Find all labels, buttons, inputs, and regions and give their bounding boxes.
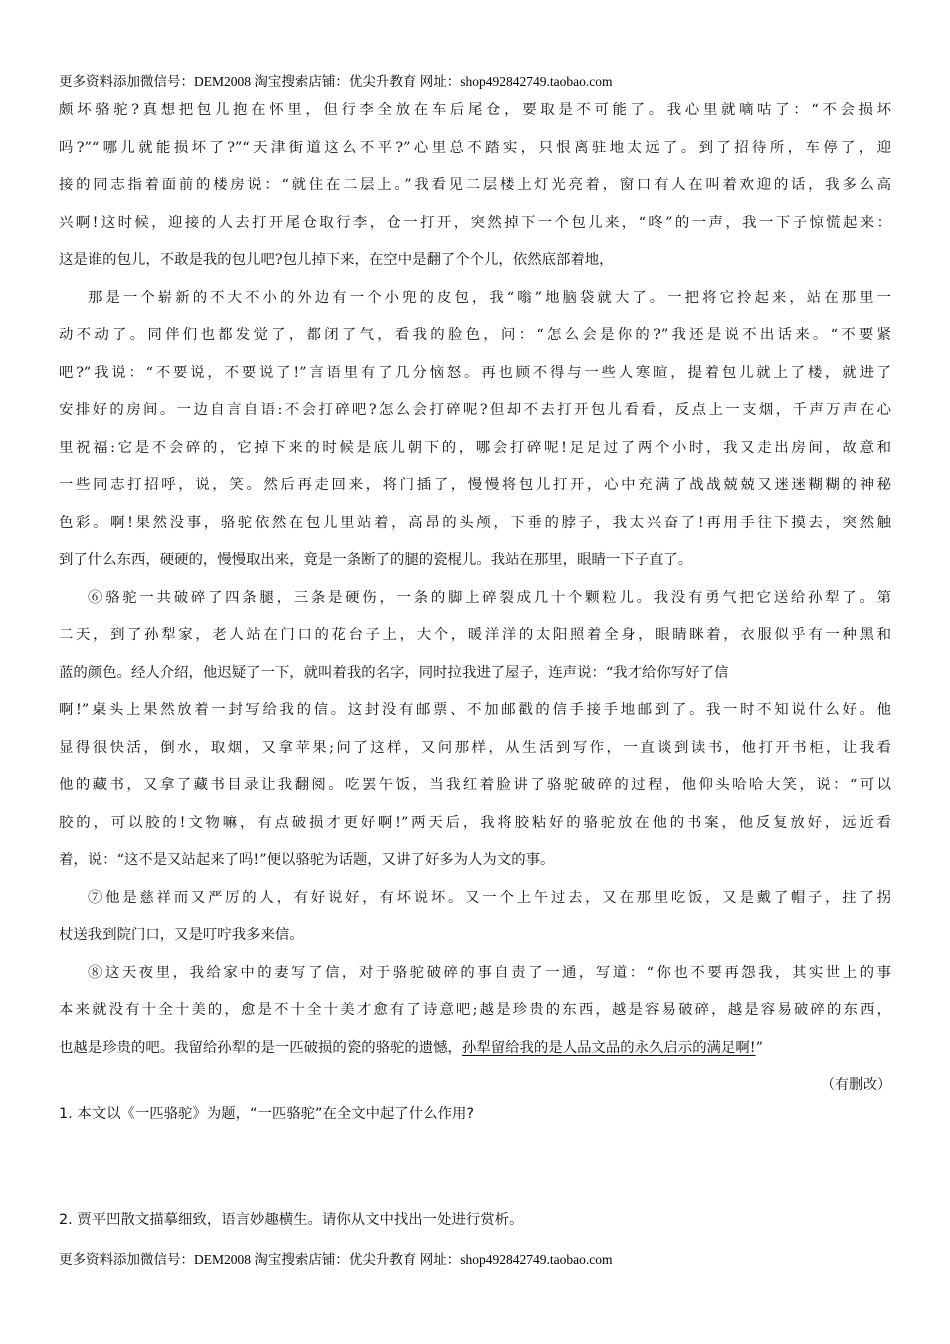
underlined-sentence: 孙犁留给我的是人品文品的永久启示的满足啊! xyxy=(461,1039,756,1056)
text-line: 一些同志打招呼，说，笑。然后再走回来，将门插了，慢慢将包儿打开，心中充满了战战兢兢又迷迷糊糊的神秘 xyxy=(59,477,891,493)
text-line: 胶的，可以胶的!文物嘛，有点破损才更好啊!”两天后，我将胶粘好的骆驼放在他的书案，他反复放好，远近看 xyxy=(59,814,891,831)
text-line: 接的同志指着面前的楼房说：“就住在二层上。”我看见二层楼上灯光亮着，窗口有人在叫着欢迎的话，我多么高 xyxy=(59,177,891,193)
text-line: 着，说：“这不是又站起来了吗!”便以骆驼为话题，又讲了好多为人为文的事。 xyxy=(59,852,555,868)
article-body xyxy=(59,92,891,1105)
text-line: 蓝的颜色。经人介绍，他迟疑了一下，就叫着我的名字，同时拉我进了屋子，连声说：“我才给你写好了信 xyxy=(59,664,729,681)
text-line: 颇坏骆驼?真想把包儿抱在怀里，但行李全放在车后尾仓，要取是不可能了。我心里就嘀咕了：“不会损坏 xyxy=(59,102,891,118)
text-line: 里祝福:它是不会碎的，它掉下来的时候是底儿朝下的，哪会打碎呢!足足过了两个小时，我又走出房间，故意和 xyxy=(59,439,891,456)
closing-quote: ” xyxy=(755,1039,763,1056)
last-text-line xyxy=(59,1030,891,1068)
text-line: 吗?”“哪儿就能损坏了?”“天津街道这么不平?”心里总不踏实，只恨离驻地太远了。到了招待所，车停了，迎 xyxy=(59,139,891,156)
text-line: 啊!”桌头上果然放着一封写给我的信。这封没有邮票、不加邮戳的信手接手地邮到了。我一时不知说什么好。他 xyxy=(59,702,891,718)
source-note: （有删改） xyxy=(821,1077,891,1093)
page-header-watermark: 更多资料添加微信号：DEM2008 淘宝搜索店铺：优尖升教育 网址：shop492842749.taobao.com xyxy=(59,74,613,89)
text-line: 杖送我到院门口，又是叮咛我多来信。 xyxy=(59,927,304,943)
text-line: 他的藏书，又拿了藏书目录让我翻阅。吃罢午饭，当我红着脸讲了骆驼破碎的过程，他仰头哈哈大笑，说：“可以 xyxy=(59,777,891,793)
paragraph-7-start-line: ⑦他是慈祥而又严厉的人，有好说好，有坏说坏。又一个上午过去，又在那里吃饭，又是戴了帽子，拄了拐 xyxy=(88,889,891,906)
question-1: 1. 本文以《一匹骆驼》为题，“一匹骆驼”在全文中起了什么作用? xyxy=(59,1106,475,1122)
paragraph-8-start-line: ⑧这天夜里，我给家中的妻写了信，对于骆驼破碎的事自责了一通，写道：“你也不要再怨我，其实世上的事 xyxy=(88,964,891,981)
text-line: 吧?”我说：“不要说，不要说了!”言语里有了几分恼怒。再也顾不得与一些人寒暄，提着包儿就上了楼，就进了 xyxy=(59,364,891,381)
text-segment: 也越是珍贵的吧。我留给孙犁的是一匹破损的瓷的骆驼的遗憾， xyxy=(59,1039,462,1056)
text-line: 显得很快活，倒水，取烟，又拿苹果;问了这样，又问那样，从生活到写作，一直谈到读书，他打开书柜，让我看 xyxy=(59,739,891,756)
text-line: 二天，到了孙犁家，老人站在门口的花台子上，大个，暖洋洋的太阳照着全身，眼睛眯着，衣服似乎有一种黑和 xyxy=(59,627,891,643)
question-2: 2. 贾平凹散文描摹细致，语言妙趣横生。请你从文中找出一处进行赏析。 xyxy=(59,1212,524,1228)
text-line: 兴啊!这时候，迎接的人去打开尾仓取行李，仓一打开，突然掉下一个包儿来，“咚”的一声，我一下子惊慌起来： xyxy=(59,214,891,231)
text-line: 动不动了。同伴们也都发觉了，都闭了气，看我的脸色，问：“怎么会是你的?”我还是说不出话来。“不要紧 xyxy=(59,327,891,343)
paragraph-start-line: 那是一个崭新的不大不小的外边有一个小兜的皮包，我“嗡”地脑袋就大了。一把将它拎起来，站在那里一 xyxy=(88,289,891,306)
text-line: 本来就没有十全十美的，愈是不十全十美才愈有了诗意吧;越是珍贵的东西，越是容易破碎，越是容易破碎的东西， xyxy=(59,1002,891,1018)
text-line: 安排好的房间。一边自言自语:不会打碎吧?怎么会打碎呢?但却不去打开包儿看看，反点上一支烟，千声万声在心 xyxy=(59,402,891,418)
paragraph-6-start-line: ⑥骆驼一共破碎了四条腿，三条是硬伤，一条的脚上碎裂成几十个颗粒儿。我没有勇气把它送给孙犁了。第 xyxy=(88,589,891,606)
text-line: 这是谁的包儿，不敢是我的包儿吧?包儿掉下来，在空中是翻了个个儿，依然底部着地， xyxy=(59,252,614,268)
text-line: 色彩。啊!果然没事，骆驼依然在包儿里站着，高昂的头颅，下垂的脖子，我太兴奋了!再用手往下摸去，突然触 xyxy=(59,514,891,531)
page-footer-watermark: 更多资料添加微信号：DEM2008 淘宝搜索店铺：优尖升教育 网址：shop492842749.taobao.com xyxy=(59,1252,613,1267)
text-line: 到了什么东西，硬硬的，慢慢取出来，竟是一条断了的腿的瓷棍儿。我站在那里，眼睛一下子直了。 xyxy=(59,552,693,568)
